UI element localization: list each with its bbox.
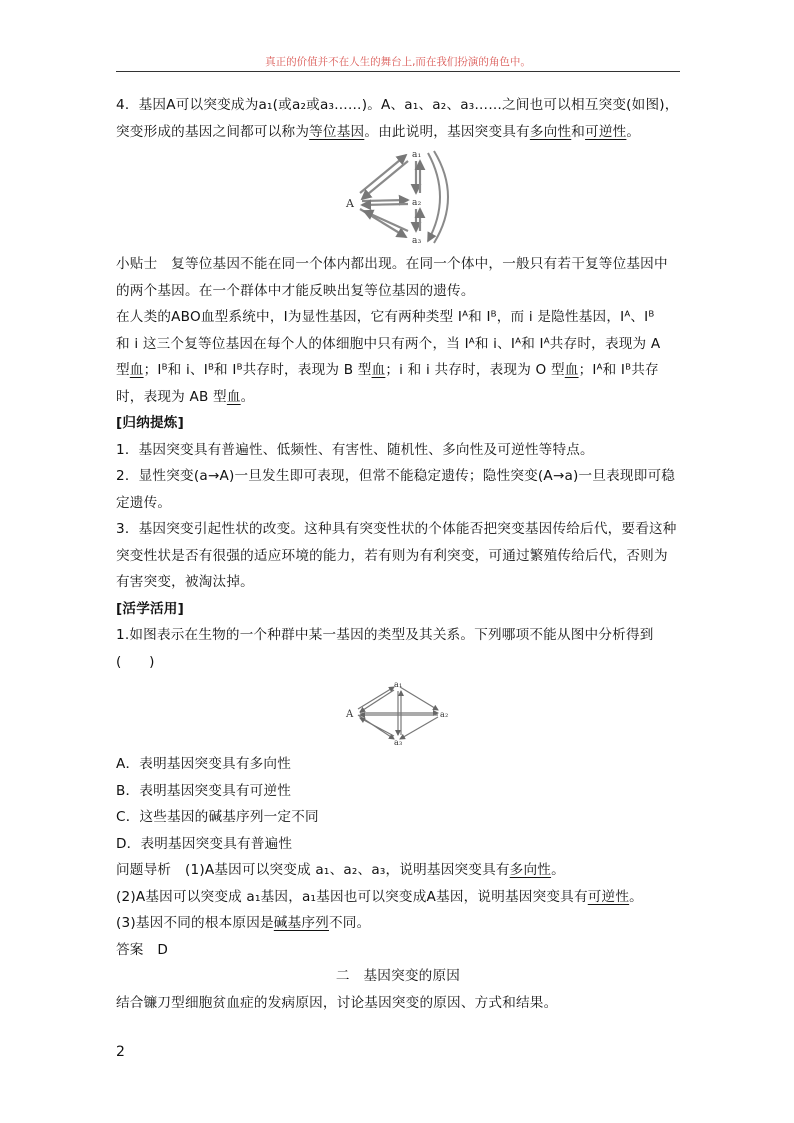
abo-line3: 型血；Iᴮ和 i、Iᴮ和 Iᴮ共存时，表现为 B 型血；i 和 i 共存时，表现为 O 型血；Iᴬ和 Iᴮ共存: [116, 362, 659, 378]
term-reversible: 可逆性: [585, 123, 627, 140]
practice-heading: [活学活用]: [116, 600, 185, 617]
section-2-title: 二 基因突变的原因: [335, 968, 461, 984]
tip-line1: 小贴士 复等位基因不能在同一个体内都出现。在同一个体中，一般只有若干复等位基因中: [116, 256, 668, 272]
abo-line1: 在人类的ABO血型系统中，I为显性基因，它有两种类型 Iᴬ和 Iᴮ，而 i 是隐性基因，Iᴬ、Iᴮ: [116, 309, 655, 325]
item4-line2: 突变形成的基因之间都可以称为等位基因。由此说明，基因突变具有多向性和可逆性。: [116, 123, 641, 140]
abo-line2: 和 i 这三个复等位基因在每个人的体细胞中只有两个，当 Iᴬ和 i、Iᴬ和 Iᴬ共存时，表现为 A: [116, 335, 661, 352]
mutation-figure-1: [116, 145, 680, 245]
abo-line4: 时，表现为 AB 型血。: [116, 388, 255, 405]
fig1-label-a3: a₃: [412, 236, 422, 245]
option-c: C．这些基因的碱基序列一定不同: [116, 809, 319, 825]
fig2-label-a3: a₃: [394, 738, 403, 747]
summary-p3c: 有害突变，被淘汰掉。: [116, 574, 254, 590]
summary-p3b: 突变性状是否有很强的适应环境的能力，若有则为有利突变，可通过繁殖传给后代，否则为: [116, 547, 668, 564]
fig2-label-a2: a₂: [440, 710, 449, 719]
fig2-label-a1: a₁: [394, 681, 403, 689]
section-2-intro: 结合镰刀型细胞贫血症的发病原因，讨论基因突变的原因、方式和结果。: [116, 994, 558, 1011]
term-allele: 等位基因: [309, 123, 365, 140]
item4-line1: 4．基因A可以突变成为a₁(或a₂或a₃……)。A、a₁、a₂、a₃……之间也可以相互突变(如图)，: [116, 97, 679, 113]
guide-2: (2)A基因可以突变成 a₁基因，a₁基因也可以突变成A基因，说明基因突变具有可逆性。: [116, 888, 643, 905]
option-d: D．表明基因突变具有普遍性: [116, 835, 293, 852]
summary-p2b: 定遗传。: [116, 494, 172, 511]
fig1-label-a1: a₁: [412, 150, 422, 160]
mutation-figure-2: [116, 681, 680, 747]
guide-3: (3)基因不同的根本原因是碱基序列不同。: [116, 915, 371, 931]
summary-p3a: 3．基因突变引起性状的改变。这种具有突变性状的个体能否把突变基因传给后代，要看这种: [116, 521, 677, 537]
fig1-label-A: A: [346, 197, 355, 210]
question1-line1: 1.如图表示在生物的一个种群中某一基因的类型及其关系。下列哪项不能从图中分析得到: [116, 627, 654, 643]
page-header: 真正的价值并不在人生的舞台上,而在我们扮演的角色中。: [116, 54, 680, 72]
option-b: B．表明基因突变具有可逆性: [116, 782, 292, 799]
summary-heading: [归纳提炼]: [116, 415, 185, 431]
guide-1: 问题导析 (1)A基因可以突变成 a₁、a₂、a₃，说明基因突变具有多向性。: [116, 862, 565, 878]
option-a: A．表明基因突变具有多向性: [116, 756, 292, 772]
summary-p1: 1．基因突变具有普遍性、低频性、有害性、随机性、多向性及可逆性等特点。: [116, 441, 594, 458]
main-content: [116, 92, 680, 1016]
fig1-label-a2: a₂: [412, 198, 422, 208]
page-number: 2: [116, 1044, 125, 1060]
term-multidirectional: 多向性: [529, 123, 572, 140]
question1-line2: ( ): [116, 653, 155, 670]
summary-p2a: 2．显性突变(a→A)一旦发生即可表现，但常不能稳定遗传；隐性突变(A→a)一旦表现即可稳: [116, 468, 676, 484]
answer: 答案 D: [116, 941, 169, 958]
fig2-label-A: A: [346, 709, 354, 720]
tip-line2: 的两个基因。在一个群体中才能反映出复等位基因的遗传。: [116, 282, 475, 299]
